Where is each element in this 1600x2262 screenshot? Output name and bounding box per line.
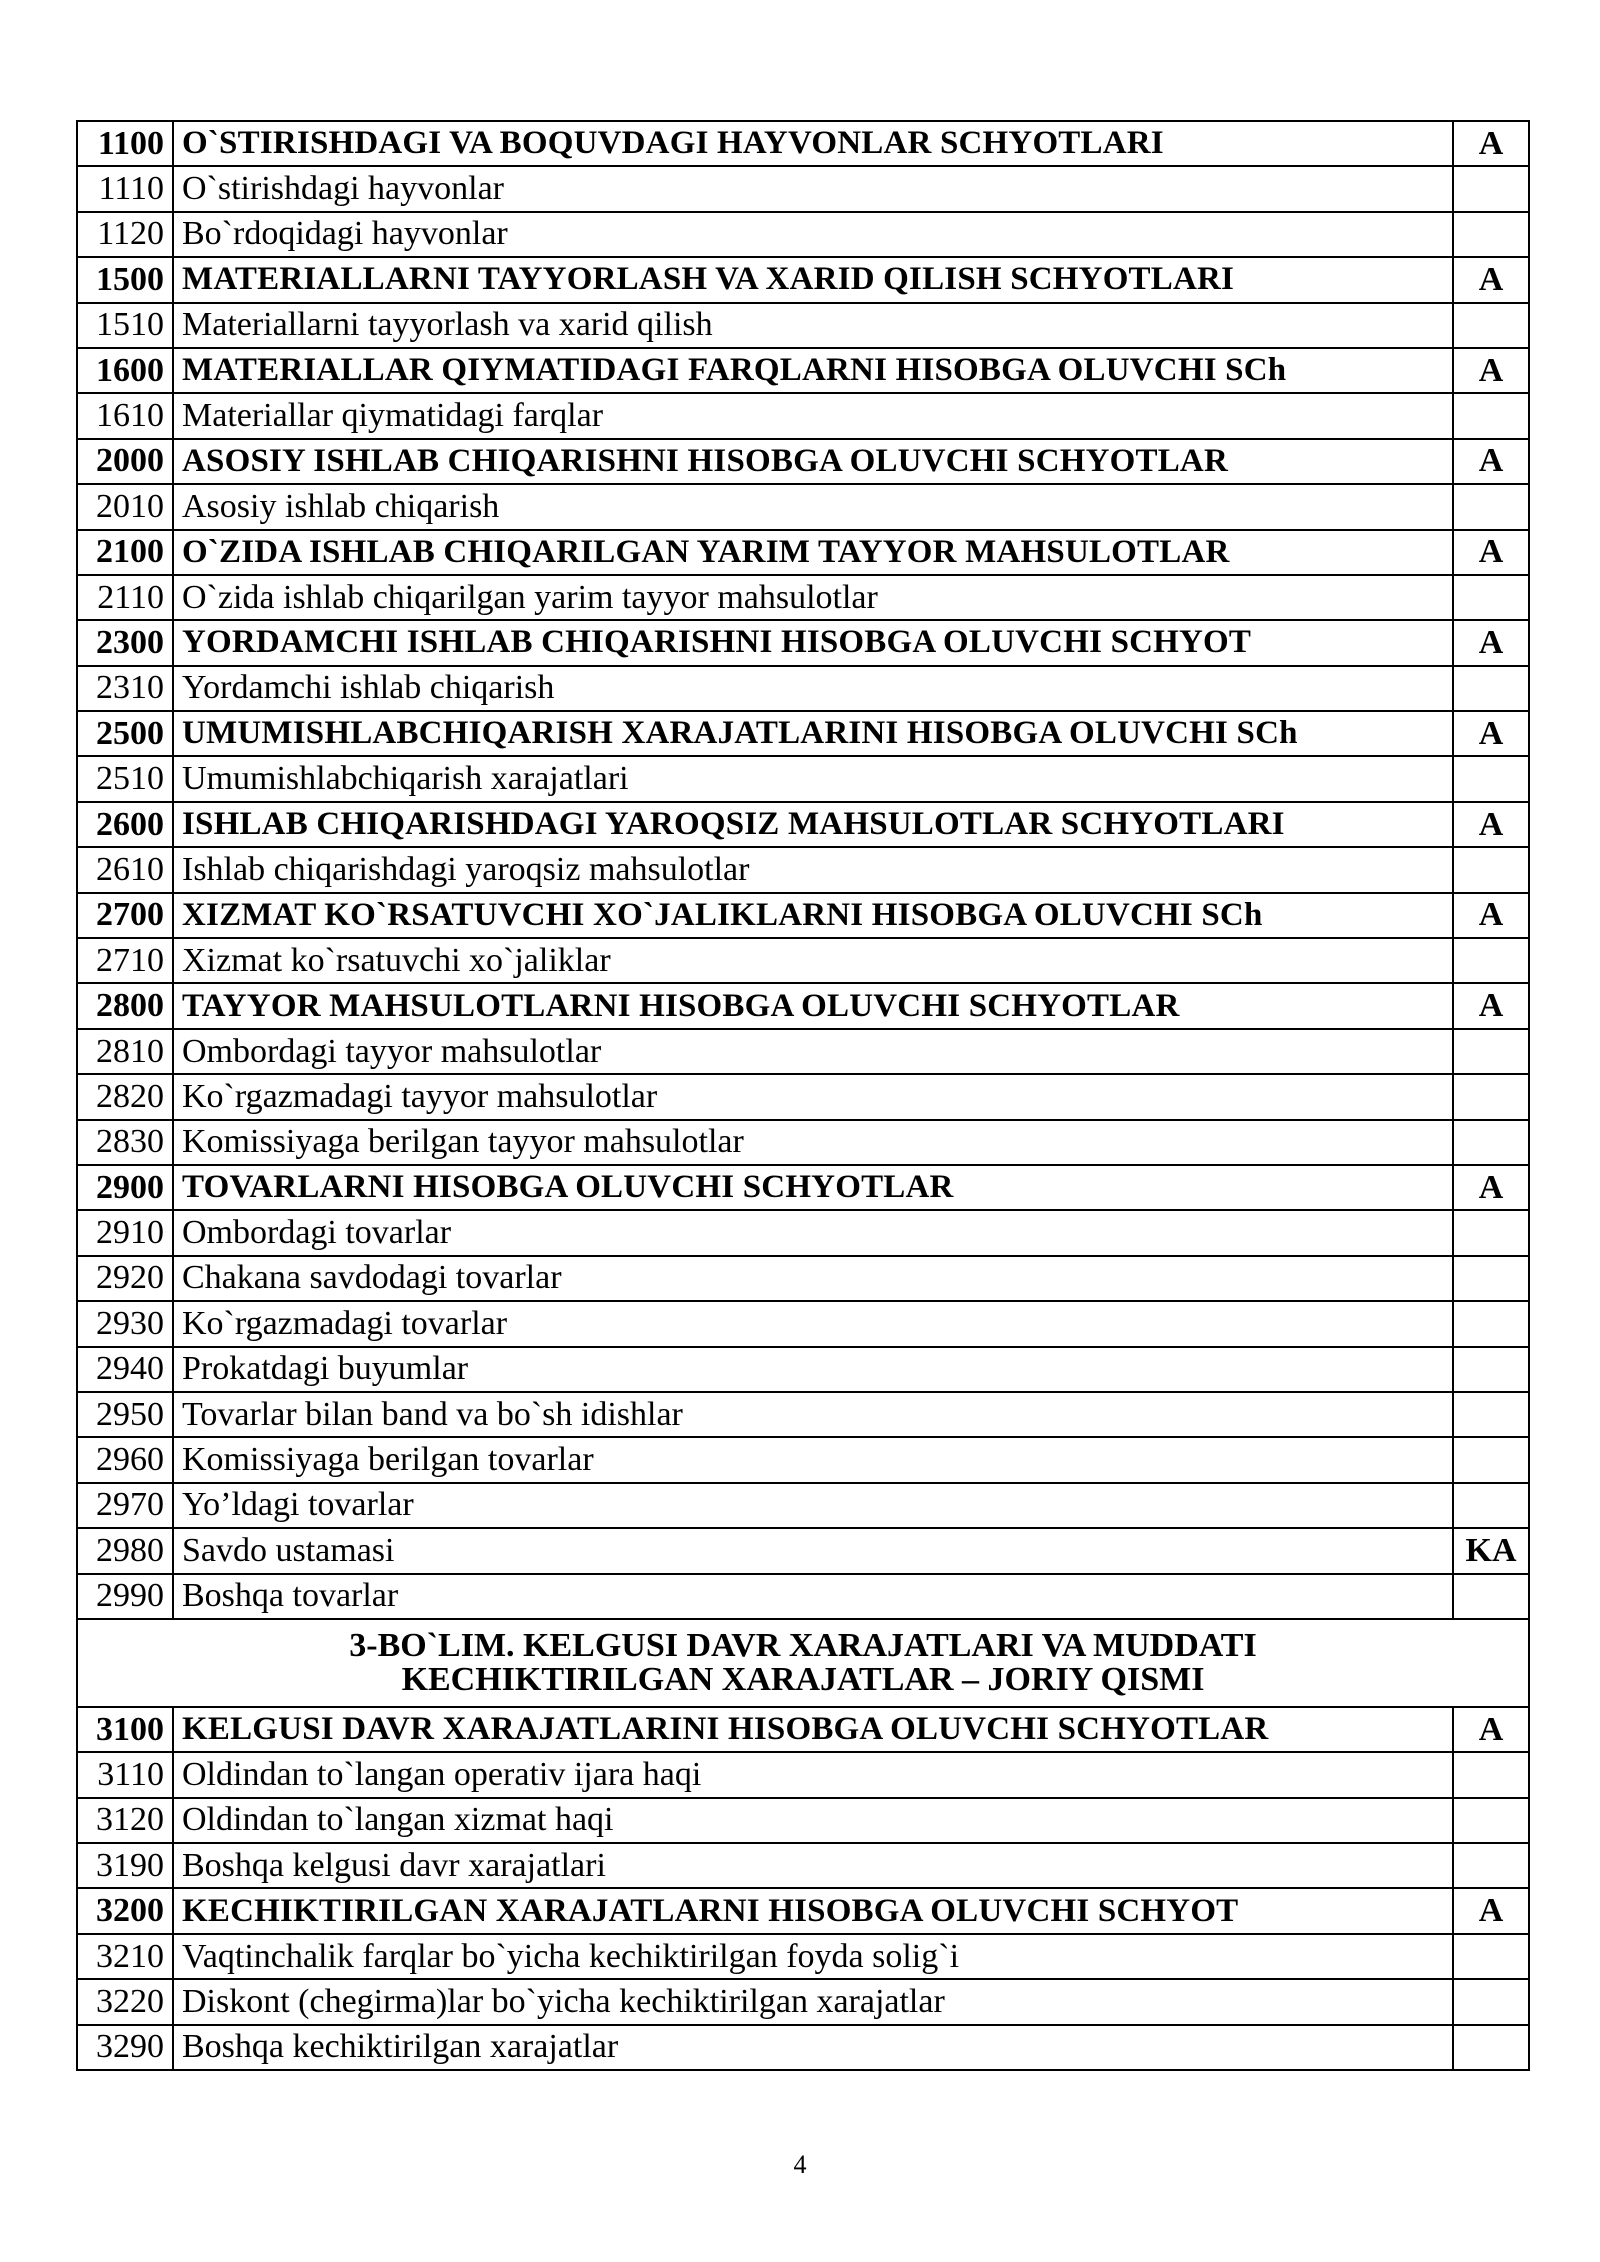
- account-code: 1600: [77, 348, 173, 393]
- account-row: [77, 756, 1529, 801]
- account-code: 2960: [77, 1437, 173, 1482]
- account-row: [77, 1029, 1529, 1074]
- account-name: YORDAMCHI ISHLAB CHIQARISHNI HISOBGA OLUVCHI SCHYOT: [173, 620, 1453, 665]
- account-row: [77, 2025, 1529, 2070]
- account-code: 2600: [77, 802, 173, 847]
- account-type: A: [1453, 530, 1529, 575]
- account-code: 2100: [77, 530, 173, 575]
- account-group-row: [77, 1707, 1529, 1752]
- account-group-row: [77, 893, 1529, 938]
- account-type: [1453, 393, 1529, 438]
- account-row: [77, 938, 1529, 983]
- account-type: KA: [1453, 1528, 1529, 1573]
- account-row: [77, 393, 1529, 438]
- account-type: [1453, 1798, 1529, 1843]
- account-type: [1453, 1483, 1529, 1528]
- section-heading-row: [77, 1619, 1529, 1707]
- account-code: 3110: [77, 1752, 173, 1797]
- account-type: [1453, 938, 1529, 983]
- account-code: 1120: [77, 212, 173, 257]
- account-name: O`stirishdagi hayvonlar: [173, 166, 1453, 211]
- account-type: [1453, 303, 1529, 348]
- account-type: [1453, 756, 1529, 801]
- account-row: [77, 1528, 1529, 1573]
- account-group-row: [77, 620, 1529, 665]
- account-code: 2910: [77, 1210, 173, 1255]
- account-code: 1500: [77, 257, 173, 302]
- account-code: 2970: [77, 1483, 173, 1528]
- account-code: 1110: [77, 166, 173, 211]
- account-name: Ishlab chiqarishdagi yaroqsiz mahsulotlar: [173, 847, 1453, 892]
- account-type: [1453, 2025, 1529, 2070]
- account-type: [1453, 847, 1529, 892]
- account-type: [1453, 1120, 1529, 1165]
- account-name: Materiallar qiymatidagi farqlar: [173, 393, 1453, 438]
- account-type: [1453, 1074, 1529, 1119]
- account-type: [1453, 484, 1529, 529]
- account-row: [77, 1437, 1529, 1482]
- account-type: [1453, 1437, 1529, 1482]
- account-name: Bo`rdoqidagi hayvonlar: [173, 212, 1453, 257]
- account-name: Oldindan to`langan operativ ijara haqi: [173, 1752, 1453, 1797]
- account-group-row: [77, 711, 1529, 756]
- account-type: [1453, 212, 1529, 257]
- account-name: Yo’ldagi tovarlar: [173, 1483, 1453, 1528]
- account-name: O`ZIDA ISHLAB CHIQARILGAN YARIM TAYYOR MAHSULOTLAR: [173, 530, 1453, 575]
- account-code: 3120: [77, 1798, 173, 1843]
- account-code: 1510: [77, 303, 173, 348]
- account-type: A: [1453, 1165, 1529, 1210]
- account-row: [77, 166, 1529, 211]
- account-name: Diskont (chegirma)lar bo`yicha kechiktirilgan xarajatlar: [173, 1979, 1453, 2024]
- account-name: MATERIALLAR QIYMATIDAGI FARQLARNI HISOBGA OLUVCHI SCh: [173, 348, 1453, 393]
- account-type: [1453, 1392, 1529, 1437]
- account-name: O`zida ishlab chiqarilgan yarim tayyor mahsulotlar: [173, 575, 1453, 620]
- account-code: 2830: [77, 1120, 173, 1165]
- account-row: [77, 1843, 1529, 1888]
- account-type: A: [1453, 893, 1529, 938]
- account-code: 3220: [77, 1979, 173, 2024]
- account-type: A: [1453, 348, 1529, 393]
- account-type: [1453, 1574, 1529, 1619]
- account-group-row: [77, 1888, 1529, 1933]
- account-type: [1453, 1301, 1529, 1346]
- account-code: 2310: [77, 666, 173, 711]
- account-row: [77, 1256, 1529, 1301]
- account-row: [77, 484, 1529, 529]
- account-name: Ombordagi tovarlar: [173, 1210, 1453, 1255]
- account-code: 2930: [77, 1301, 173, 1346]
- account-name: Ombordagi tayyor mahsulotlar: [173, 1029, 1453, 1074]
- account-name: Savdo ustamasi: [173, 1528, 1453, 1573]
- account-code: 2710: [77, 938, 173, 983]
- account-name: UMUMISHLABCHIQARISH XARAJATLARINI HISOBGA OLUVCHI SCh: [173, 711, 1453, 756]
- account-name: Ko`rgazmadagi tayyor mahsulotlar: [173, 1074, 1453, 1119]
- account-type: A: [1453, 802, 1529, 847]
- account-code: 2980: [77, 1528, 173, 1573]
- account-type: [1453, 666, 1529, 711]
- account-type: A: [1453, 620, 1529, 665]
- account-name: Boshqa kechiktirilgan xarajatlar: [173, 2025, 1453, 2070]
- account-code: 2110: [77, 575, 173, 620]
- account-name: Chakana savdodagi tovarlar: [173, 1256, 1453, 1301]
- account-type: A: [1453, 711, 1529, 756]
- account-row: [77, 1483, 1529, 1528]
- account-code: 2500: [77, 711, 173, 756]
- account-row: [77, 1798, 1529, 1843]
- account-code: 2920: [77, 1256, 173, 1301]
- account-code: 3200: [77, 1888, 173, 1933]
- account-name: Tovarlar bilan band va bo`sh idishlar: [173, 1392, 1453, 1437]
- account-group-row: [77, 121, 1529, 166]
- account-name: MATERIALLARNI TAYYORLASH VA XARID QILISH SCHYOTLARI: [173, 257, 1453, 302]
- account-code: 2610: [77, 847, 173, 892]
- account-type: [1453, 1029, 1529, 1074]
- accounts-table-body: [77, 121, 1529, 2070]
- account-group-row: [77, 257, 1529, 302]
- account-name: Ko`rgazmadagi tovarlar: [173, 1301, 1453, 1346]
- account-name: Xizmat ko`rsatuvchi xo`jaliklar: [173, 938, 1453, 983]
- account-type: A: [1453, 983, 1529, 1028]
- account-row: [77, 1392, 1529, 1437]
- account-type: A: [1453, 1888, 1529, 1933]
- account-name: TOVARLARNI HISOBGA OLUVCHI SCHYOTLAR: [173, 1165, 1453, 1210]
- account-name: O`STIRISHDAGI VA BOQUVDAGI HAYVONLAR SCHYOTLARI: [173, 121, 1453, 166]
- section-heading-line: 3-BO`LIM. KELGUSI DAVR XARAJATLARI VA MUDDATI: [349, 1626, 1257, 1664]
- account-row: [77, 1752, 1529, 1797]
- account-type: [1453, 575, 1529, 620]
- account-row: [77, 575, 1529, 620]
- account-row: [77, 1301, 1529, 1346]
- account-type: A: [1453, 121, 1529, 166]
- account-name: ISHLAB CHIQARISHDAGI YAROQSIZ MAHSULOTLAR SCHYOTLARI: [173, 802, 1453, 847]
- account-code: 2510: [77, 756, 173, 801]
- account-group-row: [77, 802, 1529, 847]
- account-row: [77, 1574, 1529, 1619]
- account-code: 2810: [77, 1029, 173, 1074]
- account-code: 1610: [77, 393, 173, 438]
- account-type: [1453, 1210, 1529, 1255]
- account-row: [77, 1979, 1529, 2024]
- account-row: [77, 1934, 1529, 1979]
- account-code: 3100: [77, 1707, 173, 1752]
- account-type: [1453, 1256, 1529, 1301]
- account-type: A: [1453, 257, 1529, 302]
- account-name: KECHIKTIRILGAN XARAJATLARNI HISOBGA OLUVCHI SCHYOT: [173, 1888, 1453, 1933]
- account-name: Prokatdagi buyumlar: [173, 1347, 1453, 1392]
- account-code: 2940: [77, 1347, 173, 1392]
- account-code: 2300: [77, 620, 173, 665]
- chart-of-accounts-table: [76, 120, 1530, 2071]
- account-code: 2990: [77, 1574, 173, 1619]
- page-number: 4: [793, 2150, 807, 2179]
- account-code: 2900: [77, 1165, 173, 1210]
- section-heading: [77, 1619, 1529, 1707]
- account-group-row: [77, 348, 1529, 393]
- account-type: [1453, 1752, 1529, 1797]
- account-row: [77, 847, 1529, 892]
- account-code: 3190: [77, 1843, 173, 1888]
- account-name: Vaqtinchalik farqlar bo`yicha kechiktirilgan foyda solig`i: [173, 1934, 1453, 1979]
- account-code: 1100: [77, 121, 173, 166]
- account-group-row: [77, 1165, 1529, 1210]
- account-name: Komissiyaga berilgan tayyor mahsulotlar: [173, 1120, 1453, 1165]
- account-type: [1453, 1934, 1529, 1979]
- account-name: Yordamchi ishlab chiqarish: [173, 666, 1453, 711]
- account-group-row: [77, 530, 1529, 575]
- account-row: [77, 1120, 1529, 1165]
- section-heading-line: KECHIKTIRILGAN XARAJATLAR – JORIY QISMI: [401, 1660, 1205, 1698]
- account-code: 3290: [77, 2025, 173, 2070]
- account-name: Oldindan to`langan xizmat haqi: [173, 1798, 1453, 1843]
- account-row: [77, 1210, 1529, 1255]
- account-code: 2800: [77, 983, 173, 1028]
- account-name: Asosiy ishlab chiqarish: [173, 484, 1453, 529]
- account-row: [77, 1074, 1529, 1119]
- account-code: 2010: [77, 484, 173, 529]
- account-name: TAYYOR MAHSULOTLARNI HISOBGA OLUVCHI SCHYOTLAR: [173, 983, 1453, 1028]
- account-name: Boshqa tovarlar: [173, 1574, 1453, 1619]
- account-row: [77, 1347, 1529, 1392]
- account-name: ASOSIY ISHLAB CHIQARISHNI HISOBGA OLUVCHI SCHYOTLAR: [173, 439, 1453, 484]
- account-name: Boshqa kelgusi davr xarajatlari: [173, 1843, 1453, 1888]
- account-row: [77, 303, 1529, 348]
- account-row: [77, 212, 1529, 257]
- account-code: 3210: [77, 1934, 173, 1979]
- account-code: 2700: [77, 893, 173, 938]
- account-name: Komissiyaga berilgan tovarlar: [173, 1437, 1453, 1482]
- account-name: XIZMAT KO`RSATUVCHI XO`JALIKLARNI HISOBGA OLUVCHI SCh: [173, 893, 1453, 938]
- account-code: 2950: [77, 1392, 173, 1437]
- account-type: [1453, 1979, 1529, 2024]
- account-group-row: [77, 439, 1529, 484]
- account-code: 2820: [77, 1074, 173, 1119]
- account-name: Materiallarni tayyorlash va xarid qilish: [173, 303, 1453, 348]
- account-row: [77, 666, 1529, 711]
- account-type: A: [1453, 439, 1529, 484]
- account-group-row: [77, 983, 1529, 1028]
- account-type: [1453, 1347, 1529, 1392]
- account-name: KELGUSI DAVR XARAJATLARINI HISOBGA OLUVCHI SCHYOTLAR: [173, 1707, 1453, 1752]
- account-code: 2000: [77, 439, 173, 484]
- account-type: A: [1453, 1707, 1529, 1752]
- account-type: [1453, 166, 1529, 211]
- account-type: [1453, 1843, 1529, 1888]
- account-name: Umumishlabchiqarish xarajatlari: [173, 756, 1453, 801]
